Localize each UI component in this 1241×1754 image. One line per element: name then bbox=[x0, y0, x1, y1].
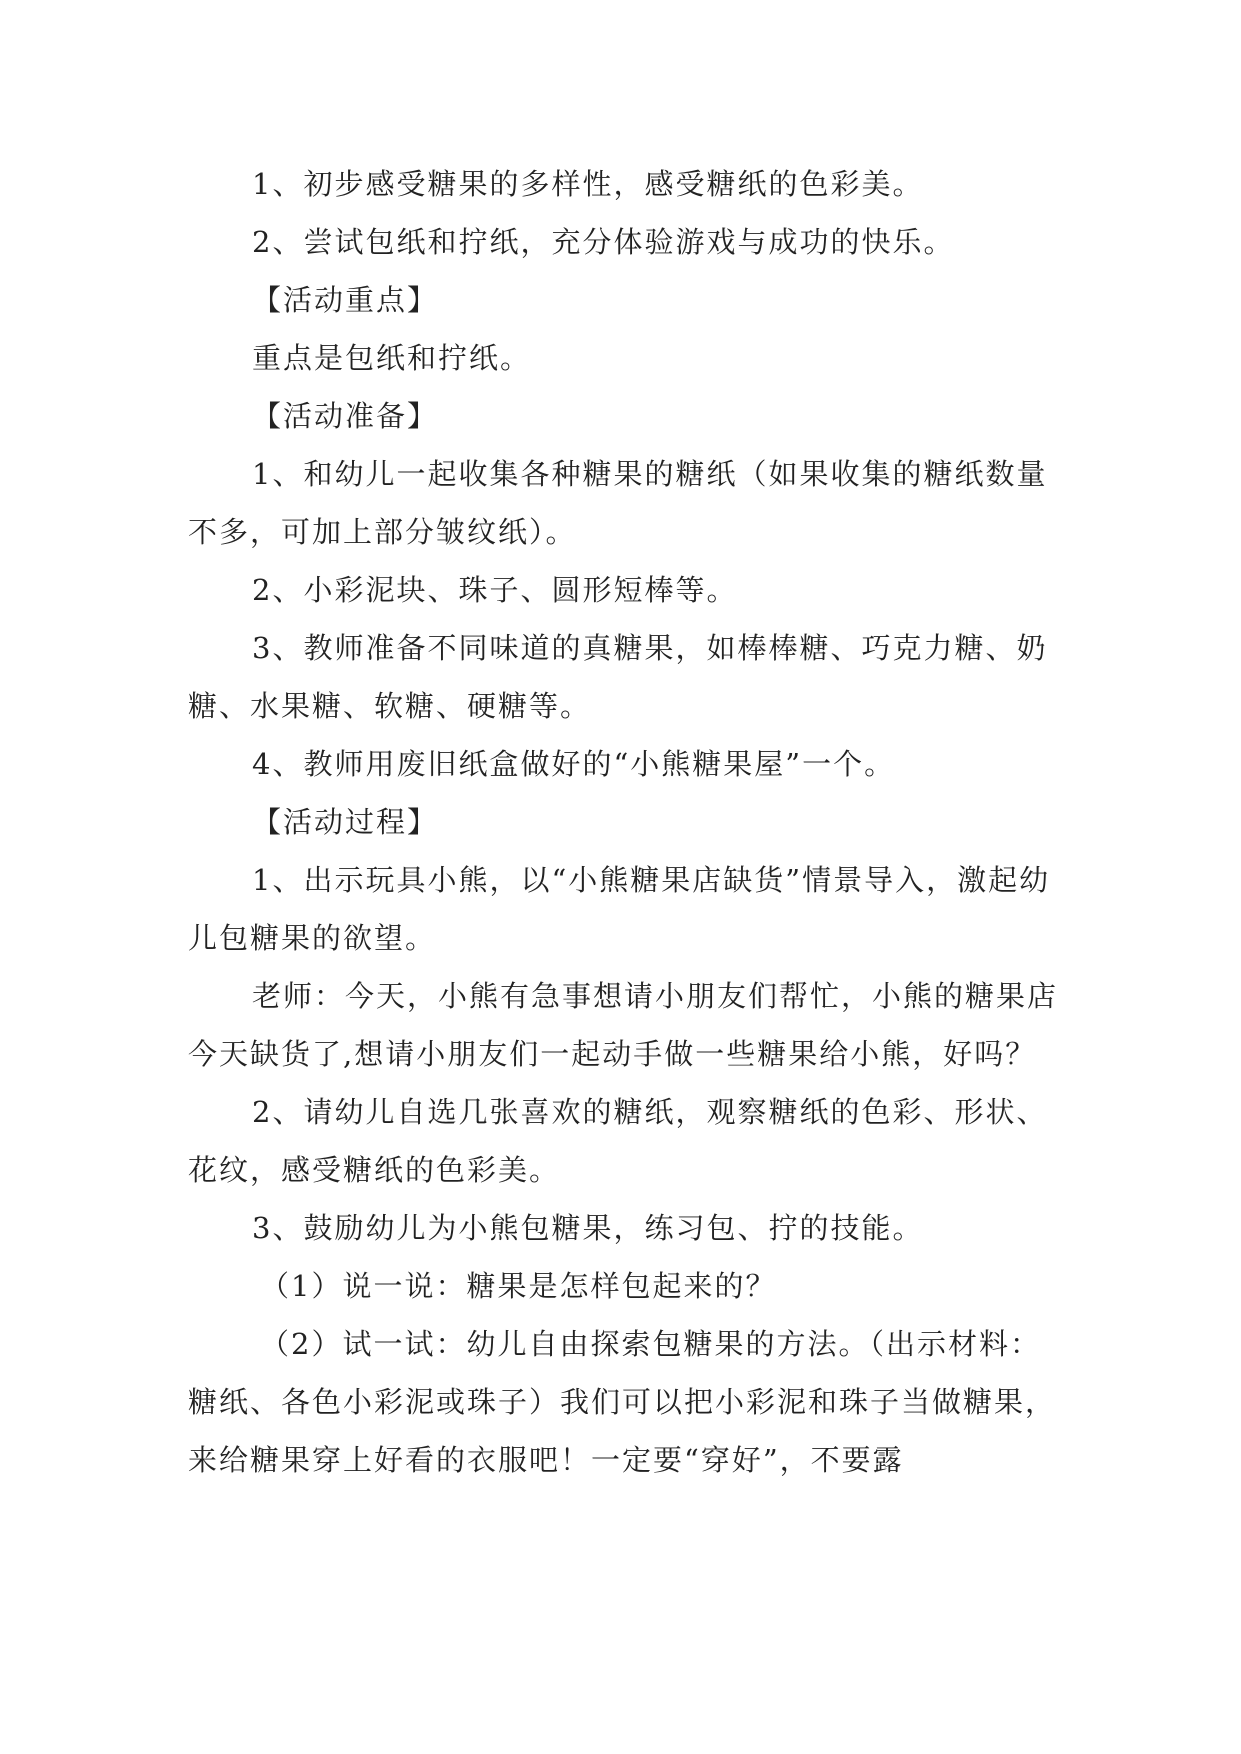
paragraph-preparation-4: 4、教师用废旧纸盒做好的“小熊糖果屋”一个。 bbox=[252, 747, 896, 781]
paragraph-preparation-2: 2、小彩泥块、珠子、圆形短棒等。 bbox=[252, 573, 738, 607]
paragraph-process-3-sub-2: （2）试一试：幼儿自由探索包糖果的方法。（出示材料：糖纸、各色小彩泥或珠子）我们可以把小彩泥和珠子当做糖果，来给糖果穿上好看的衣服吧！一定要“穿好”，不要露 bbox=[188, 1327, 1057, 1477]
paragraph-teacher-dialogue: 老师：今天，小熊有急事想请小朋友们帮忙，小熊的糖果店今天缺货了,想请小朋友们一起动手做一些糖果给小熊，好吗？ bbox=[188, 979, 1059, 1071]
paragraph-process-3-sub-1: （1）说一说：糖果是怎样包起来的？ bbox=[260, 1269, 777, 1303]
section-heading-key-point: 【活动重点】 bbox=[252, 283, 439, 317]
paragraph-process-1: 1、出示玩具小熊，以“小熊糖果店缺货”情景导入，激起幼儿包糖果的欲望。 bbox=[188, 863, 1051, 955]
paragraph-key-point: 重点是包纸和拧纸。 bbox=[252, 341, 532, 375]
document-body bbox=[188, 155, 1068, 1489]
section-heading-preparation: 【活动准备】 bbox=[252, 399, 439, 433]
paragraph-preparation-3: 3、教师准备不同味道的真糖果，如棒棒糖、巧克力糖、奶糖、水果糖、软糖、硬糖等。 bbox=[188, 631, 1048, 723]
section-heading-process: 【活动过程】 bbox=[252, 805, 439, 839]
paragraph-preparation-1: 1、和幼儿一起收集各种糖果的糖纸（如果收集的糖纸数量不多，可加上部分皱纹纸）。 bbox=[188, 457, 1048, 549]
paragraph-goal-1: 1、初步感受糖果的多样性，感受糖纸的色彩美。 bbox=[252, 167, 924, 201]
paragraph-goal-2: 2、尝试包纸和拧纸，充分体验游戏与成功的快乐。 bbox=[252, 225, 955, 259]
paragraph-process-3: 3、鼓励幼儿为小熊包糖果，练习包、拧的技能。 bbox=[252, 1211, 924, 1245]
paragraph-process-2: 2、请幼儿自选几张喜欢的糖纸，观察糖纸的色彩、形状、花纹，感受糖纸的色彩美。 bbox=[188, 1095, 1048, 1187]
